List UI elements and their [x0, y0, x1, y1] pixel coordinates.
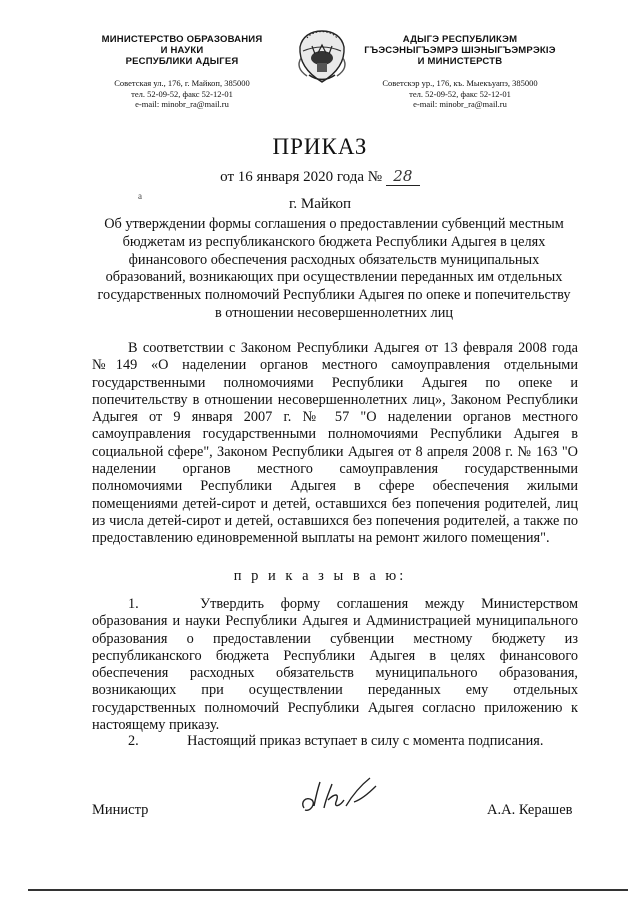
signatory-name: А.А. Керашев: [487, 802, 573, 818]
phone-line: тел. 52-09-52, факс 52-12-01: [131, 88, 233, 99]
header-left: [82, 34, 282, 110]
item-number: 1.: [128, 596, 139, 612]
coat-of-arms-emblem: [287, 28, 357, 88]
address-ady: [360, 78, 560, 110]
preamble-paragraph: В соответствии с Законом Республики Адыгея от 13 февраля 2008 года №149 «О наделении органов местного самоуправления отдельными государственными полномочиями Республики Адыгея по опеке и попечительству в отношении несовершеннолетних лиц», Законом Республики Адыгея от 9 января 2007 г. № 57 "О наделении органов местного самоуправления государственными полномочиями Республики Адыгея в социальной сфере", Законом Республики Адыгея от 8 апреля 2008 г. № 163 "О наделении органов местного самоуправления государственными полномочиями Республики Адыгея в сфере обеспечения жилыми помещениями детей-сирот и детей, оставшихся без попечения родителей, лиц из числа детей-сирот и детей, оставшихся без попечения родителей, а также по предоставлению единовременной выплаты на ремонт жилого помещения".: [92, 340, 578, 547]
order-date: [0, 167, 640, 186]
document-title: ПРИКАЗ: [272, 134, 368, 159]
ministry-name-ru: [82, 34, 282, 67]
order-number: 28: [386, 167, 420, 186]
address-ru: [82, 78, 282, 110]
phone-line: тел. 52-09-52, факс 52-12-01: [409, 88, 511, 99]
item-text: Настоящий приказ вступает в силу с момента подписания.: [187, 733, 544, 749]
page-edge-line: [28, 889, 628, 891]
city: г. Майкоп: [288, 196, 352, 212]
handwritten-signature: [296, 772, 396, 822]
address-line: Советская ул., 176, г. Майкоп, 385000: [114, 78, 250, 88]
org-line: МИНИСТЕРСТВО ОБРАЗОВАНИЯ: [101, 34, 263, 45]
order-directive: п р и к а з ы в а ю:: [233, 568, 407, 584]
org-line: И МИНИСТЕРСТВ: [417, 56, 503, 67]
org-line: РЕСПУБЛИКИ АДЫГЕЯ: [125, 56, 239, 67]
order-item-1: [92, 596, 578, 734]
ministry-name-ady: [360, 34, 560, 67]
item-text: Утвердить форму соглашения между Министерством образования и науки Республики Адыгея и Администрацией муниципального образования о предоставлении субвенции местному бюджету из республиканского бюджета Республики Адыгея в целях финансового обеспечения расходных обязательств муниципального образования, возникающих при осуществлении переданных ему отдельных государственных полномочий Республики Адыгея согласно приложению к настоящему приказу.: [92, 596, 578, 734]
item-number: 2.: [128, 733, 139, 749]
email-line: e-mail: minobr_ra@mail.ru: [135, 99, 229, 109]
org-line: АДЫГЭ РЕСПУБЛИКЭМ: [402, 34, 518, 45]
header-right: [360, 34, 560, 110]
order-item-2: [92, 733, 578, 750]
signatory-position: Министр: [92, 802, 149, 818]
org-line: ГЪЭСЭНЫГЪЭМРЭ ШIЭНЫГЪЭМРЭКIЭ: [364, 45, 556, 56]
margin-mark: а: [138, 191, 142, 201]
email-line: e-mail: minobr_ra@mail.ru: [413, 99, 507, 109]
order-date-text: от 16 января 2020 года №: [220, 169, 383, 185]
order-subject: Об утверждении формы соглашения о предоставлении субвенций местным бюджетам из республиканского бюджета Республики Адыгея в целях финансового обеспечения расходных обязательств муниципальных образований, возникающих при осуществлении переданных им отдельных государственных полномочий Республики Адыгея по опеке и попечительству в отношении несовершеннолетних лиц: [97, 216, 571, 321]
org-line: И НАУКИ: [160, 45, 204, 56]
address-line: Советскэр ур., 176, къ. Мыекъуапэ, 385000: [382, 78, 538, 88]
